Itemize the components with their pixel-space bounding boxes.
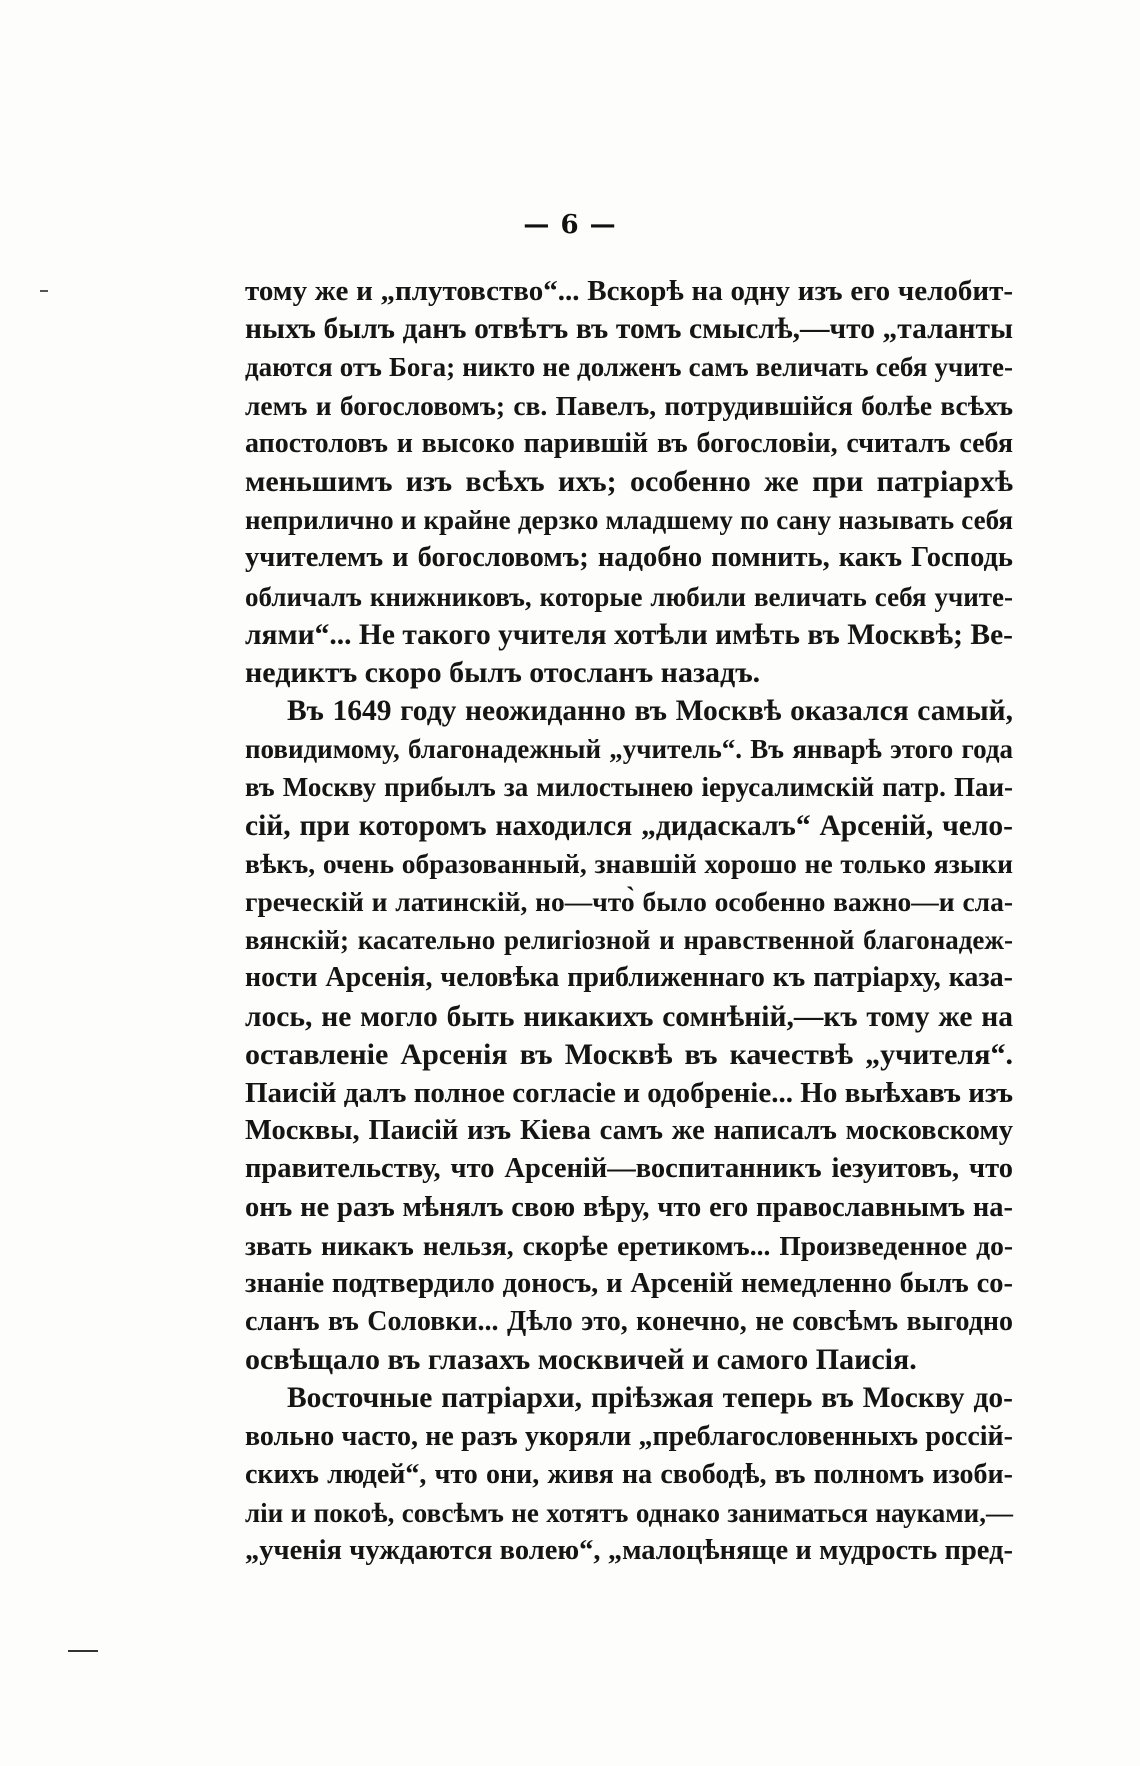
text-line: обличалъ книжниковъ, которые любили величать себя учите- (245, 581, 1013, 612)
text-line: лось, не могло быть никакихъ сомнѣній,—къ тому же на (245, 1000, 1013, 1033)
margin-tick-mark (40, 290, 48, 292)
text-line: знаніе подтвердило доносъ, и Арсеній немедленно былъ со- (245, 1267, 1013, 1299)
text-line: меньшимъ изъ всѣхъ ихъ; особенно же при патріархѣ (245, 464, 1013, 498)
text-line: даются отъ Бога; никто не долженъ самъ величать себя учите- (245, 352, 1013, 383)
text-line: вянскій; касательно религіозной и нравственной благонадеж- (245, 925, 1013, 956)
page-number: — 6 — (523, 210, 617, 240)
text-line: неприлично и крайне дерзко младшему по сану называть себя (245, 505, 1013, 536)
text-line: „ученія чуждаются волею“, „малоцѣнящe и мудрость пред- (245, 1535, 1013, 1567)
text-line: Паисій далъ полное согласіе и одобреніе... Но выѣхавъ изъ (245, 1076, 1013, 1109)
text-line: Москвы, Паисій изъ Кіева самъ же написалъ московскому (245, 1115, 1013, 1147)
text-line: повидимому, благонадежный „учитель“. Въ январѣ этого года (245, 734, 1013, 765)
text-line: звать никакъ нельзя, скорѣе еретикомъ... Произведенное до- (245, 1229, 1013, 1261)
text-line: вольно часто, не разъ укоряли „преблагословенныхъ россій- (245, 1420, 1013, 1452)
text-line: ности Арсенія, человѣка приближеннаго къ патріарху, каза- (245, 962, 1013, 994)
text-line: онъ не разъ мѣнялъ свою вѣру, что его православнымъ на- (245, 1191, 1013, 1223)
text-line: сій, при которомъ находился „дидаскалъ“ Арсеній, чело- (245, 809, 1013, 842)
text-line: освѣщало въ глазахъ москвичей и самого Паисія. (245, 1343, 917, 1377)
text-line: оставленіе Арсенія въ Москвѣ въ качествѣ „учителя“. (245, 1037, 1013, 1071)
text-line: скихъ людей“, что они, живя на свободѣ, въ полномъ изоби- (245, 1458, 1013, 1490)
text-line: ныхъ былъ данъ отвѣтъ въ томъ смыслѣ,—что „таланты (245, 313, 1013, 346)
body-text (245, 272, 1013, 1570)
text-line: Въ 1649 году неожиданно въ Москвѣ оказался самый, (287, 695, 1013, 728)
margin-dash-mark (68, 1650, 98, 1652)
text-line: сланъ въ Соловки... Дѣло это, конечно, не совсѣмъ выгодно (245, 1306, 1013, 1338)
text-line: учителемъ и богословомъ; надобно помнить, какъ Господь (245, 542, 1013, 574)
text-line: недиктъ скоро былъ отосланъ назадъ. (245, 655, 761, 689)
text-line: ліи и покоѣ, совсѣмъ не хотятъ однако заниматься науками,— (245, 1498, 1013, 1528)
text-line: правительству, что Арсеній—воспитанникъ іезуитовъ, что (245, 1153, 1013, 1185)
text-line: лями“... Не такого учителя хотѣли имѣть въ Москвѣ; Be- (245, 618, 1013, 651)
text-line: въ Москву прибылъ за милостынею іерусалимскій патр. Паи- (245, 772, 1013, 803)
text-line: греческій и латинскій, но—что̀ было особенно важно—и сла- (245, 886, 1013, 917)
text-line: тому же и „плутовство“... Вскорѣ на одну изъ его челобит- (245, 275, 1013, 307)
text-line: апостоловъ и высоко парившій въ богословіи, считалъ себя (245, 427, 1013, 459)
text-line: Восточные патріархи, пріѣзжая теперь въ Москву до- (287, 1382, 1013, 1415)
text-line: лемъ и богословомъ; св. Павелъ, потрудившійся болѣе всѣхъ (245, 389, 1013, 421)
text-line: вѣкъ, очень образованный, знавшій хорошо не только языки (245, 847, 1013, 879)
